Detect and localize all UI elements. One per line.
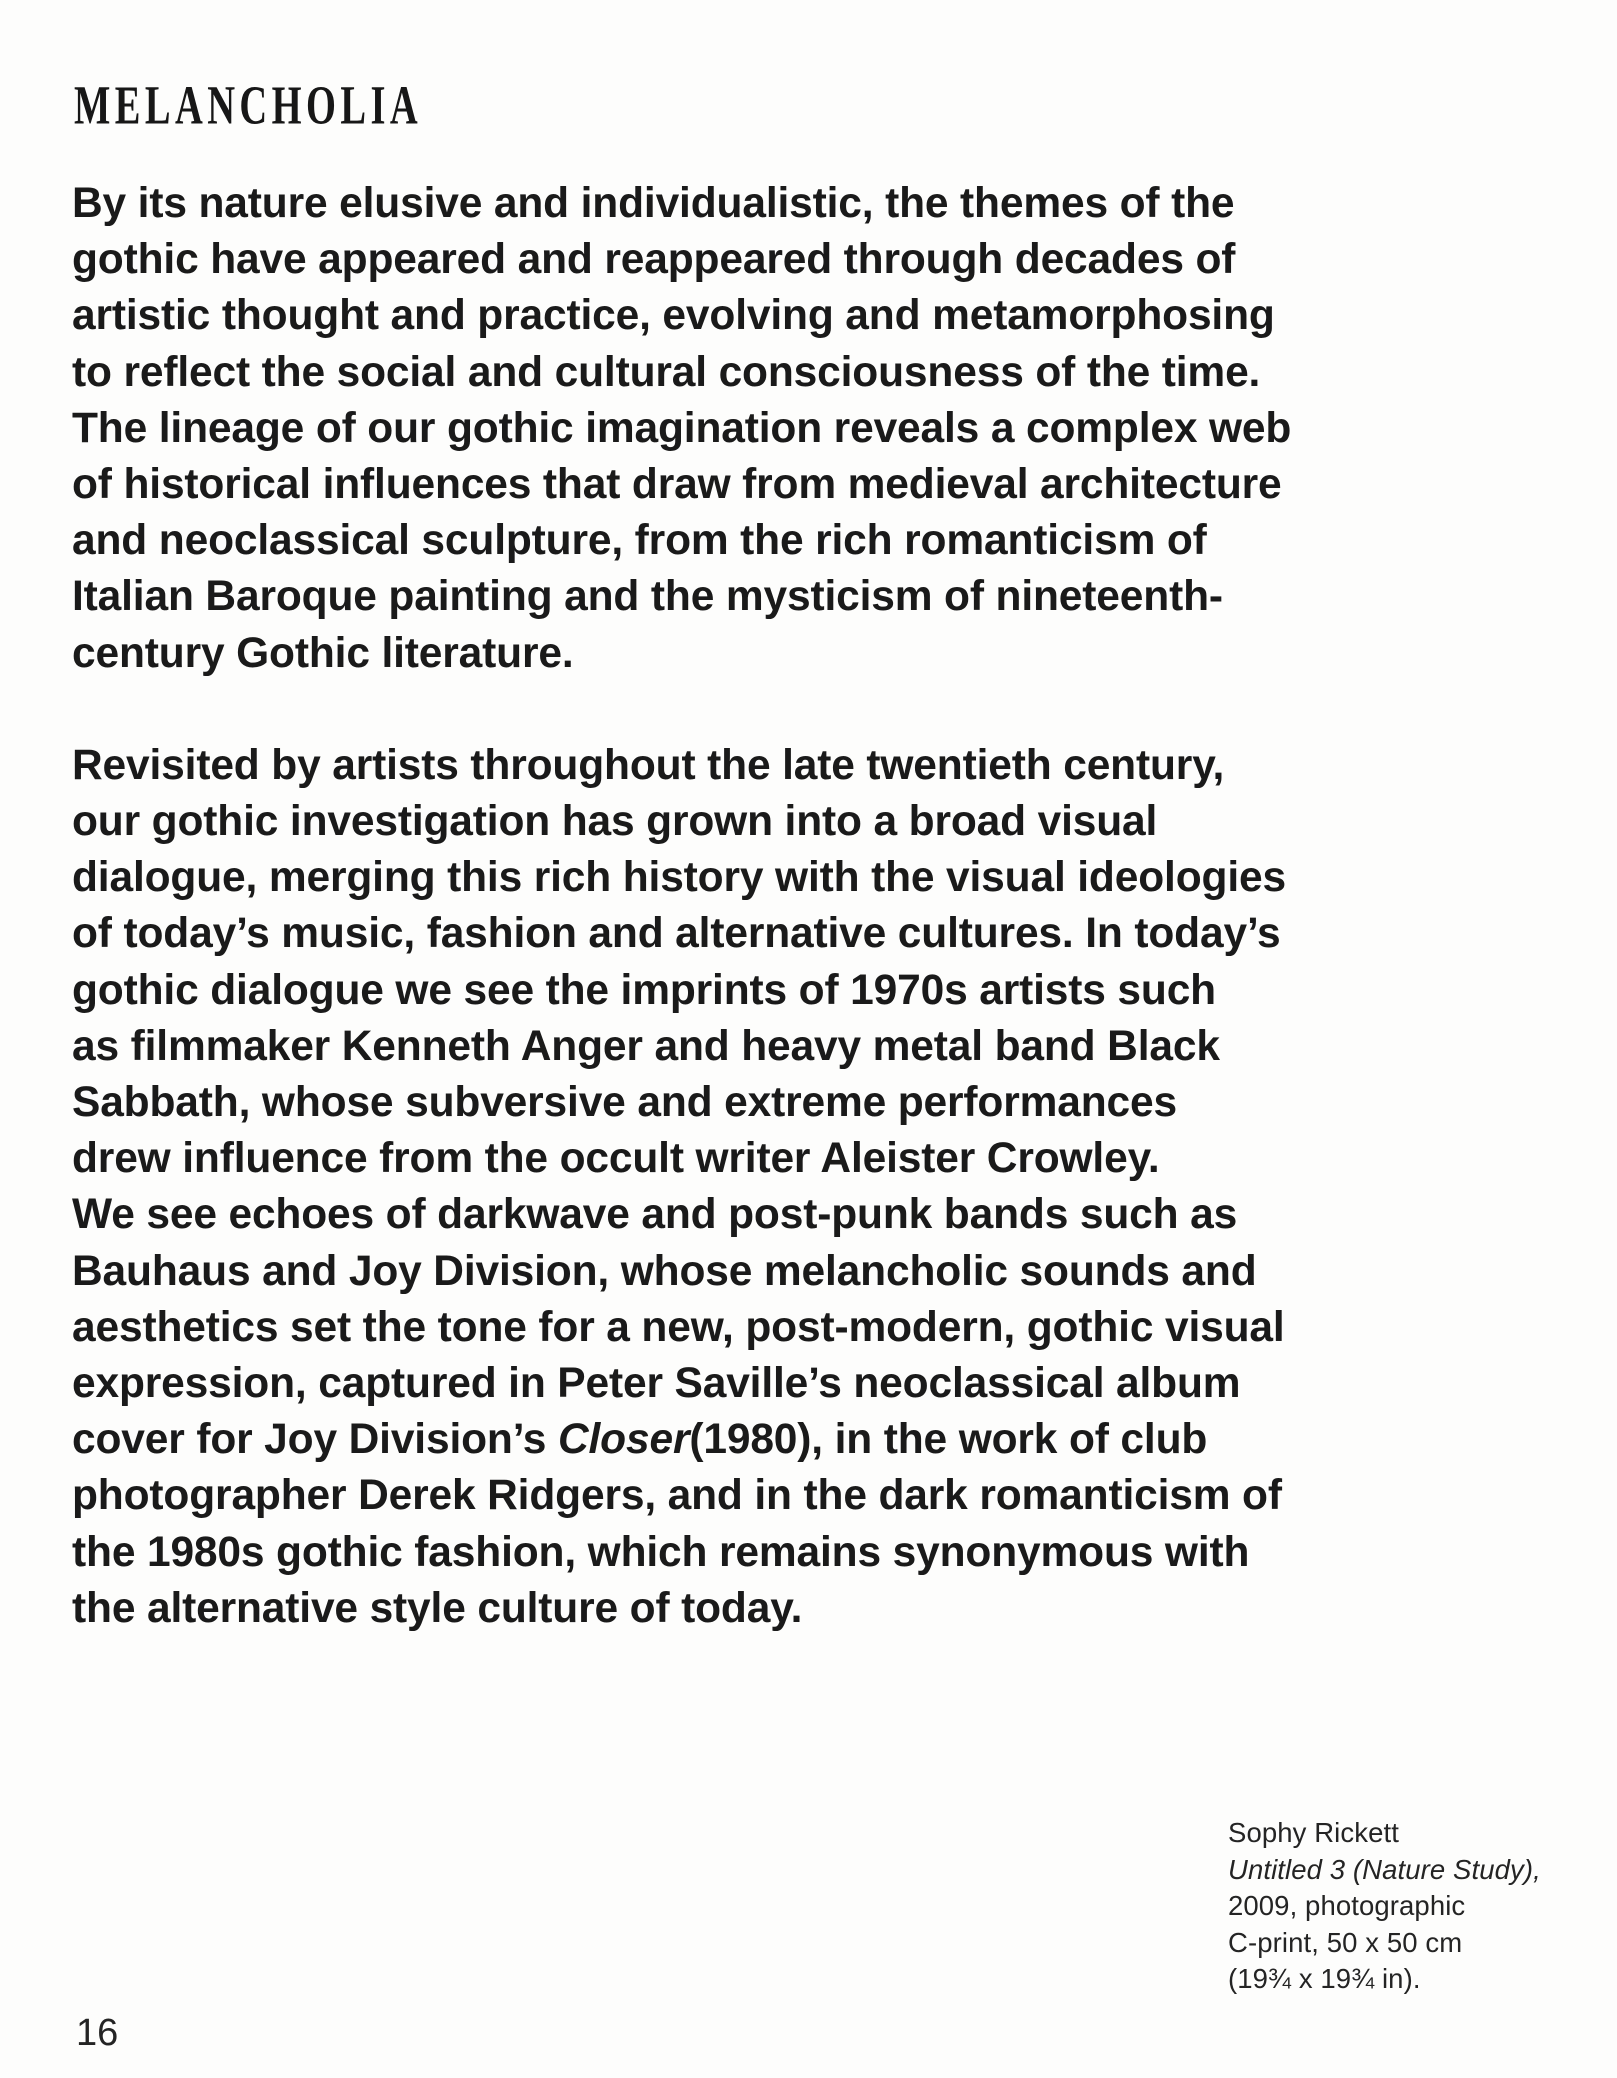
paragraph-line: By its nature elusive and individualistic, the themes of the (72, 180, 1235, 227)
paragraph-line: aesthetics set the tone for a new, post-modern, gothic visual (72, 1303, 1285, 1351)
page-title: MELANCHOLIA (74, 75, 423, 137)
page-number: 16 (76, 2012, 119, 2054)
line-text-tail: (1980), in the work of club (689, 1416, 1208, 1464)
body-text-block (72, 176, 1552, 1637)
paragraph-line: We see echoes of darkwave and post-punk bands such as (72, 1191, 1238, 1239)
paragraph-line: expression, captured in Peter Saville’s neoclassical album (72, 1360, 1241, 1408)
paragraph-line: artistic thought and practice, evolving and metamorphosing (72, 292, 1275, 340)
caption-print-size: C-print, 50 x 50 cm (1228, 1926, 1463, 1958)
paragraph-line: the alternative style culture of today. (72, 1584, 803, 1632)
paragraph-1 (72, 176, 1552, 682)
paragraph-line: Italian Baroque painting and the mysticism of nineteenth- (72, 573, 1223, 621)
paragraph-line: The lineage of our gothic imagination reveals a complex web (72, 404, 1292, 452)
paragraph-line: Bauhaus and Joy Division, whose melancholic sounds and (72, 1247, 1257, 1295)
paragraph-line: gothic have appeared and reappeared through decades of (72, 236, 1236, 284)
paragraph-line: as filmmaker Kenneth Anger and heavy metal band Black (72, 1022, 1220, 1070)
album-title-italic: Closer (557, 1416, 690, 1464)
paragraph-line: of today’s music, fashion and alternative cultures. In today’s (72, 910, 1281, 958)
paragraph-line: to reflect the social and cultural consciousness of the time. (72, 348, 1261, 396)
image-caption (1228, 1815, 1588, 1998)
paragraph-line: of historical influences that draw from medieval architecture (72, 461, 1282, 509)
caption-artist: Sophy Rickett (1228, 1817, 1399, 1848)
paragraph-line: photographer Derek Ridgers, and in the dark romanticism of (72, 1472, 1282, 1520)
caption-year-medium: 2009, photographic (1228, 1890, 1466, 1921)
paragraph-spacer (72, 682, 1552, 738)
paragraph-line: drew influence from the occult writer Aleister Crowley. (72, 1135, 1160, 1183)
paragraph-line: century Gothic literature. (72, 629, 574, 677)
paragraph-line: and neoclassical sculpture, from the rich romanticism of (72, 517, 1207, 565)
paragraph-line: our gothic investigation has grown into a broad visual (72, 798, 1158, 846)
paragraph-line: Revisited by artists throughout the late twentieth century, (72, 741, 1225, 789)
caption-work-title: Untitled 3 (Nature Study), (1228, 1853, 1541, 1885)
paragraph-line: gothic dialogue we see the imprints of 1970s artists such (72, 966, 1216, 1014)
caption-print-size-imperial: (19¾ x 19¾ in). (1228, 1963, 1421, 1994)
paragraph-line: dialogue, merging this rich history with the visual ideologies (72, 854, 1286, 902)
paragraph-line: the 1980s gothic fashion, which remains synonymous with (72, 1528, 1250, 1576)
paragraph-line-with-title (72, 1412, 1552, 1468)
line-text-lead: cover for Joy Division’s (72, 1416, 558, 1464)
paragraph-line: Sabbath, whose subversive and extreme performances (72, 1079, 1178, 1127)
paragraph-2 (72, 738, 1552, 1637)
